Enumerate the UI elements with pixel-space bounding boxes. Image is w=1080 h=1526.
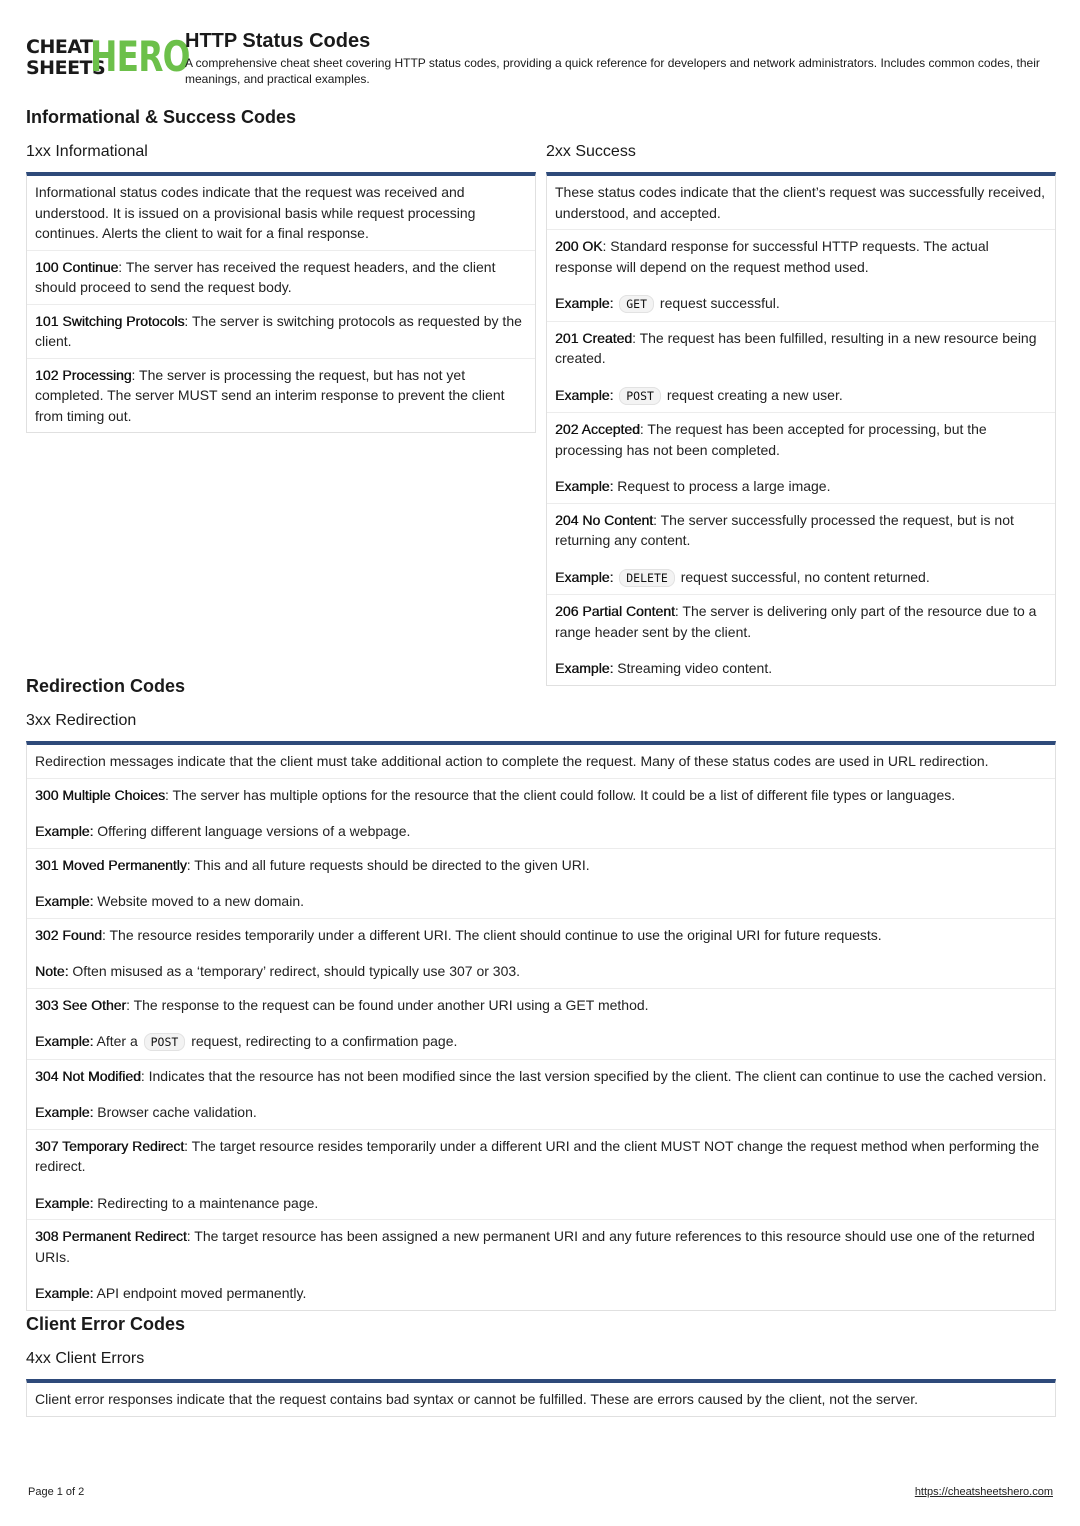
- status-code: 101 Switching Protocols: [35, 312, 185, 329]
- intro-text: Client error responses indicate that the request contains bad syntax or cannot be fulfilled. These are errors caused by the client, not the server.: [35, 1391, 919, 1407]
- logo-hero-text: HERO: [90, 32, 190, 81]
- card-1xx-informational: [26, 172, 536, 433]
- status-desc: : The target resource has been assigned a new permanent URI and any future references to this resource should use one of the returned URIs.: [35, 1228, 1035, 1265]
- status-code: 201 Created: [555, 329, 633, 346]
- status-row-301: [27, 849, 1055, 919]
- status-row-101: [27, 305, 535, 359]
- status-code: 307 Temporary Redirect: [35, 1137, 185, 1154]
- example-label: Example:: [35, 893, 94, 909]
- example-text: API endpoint moved permanently.: [96, 1285, 307, 1301]
- example-text: Offering different language versions of a webpage.: [97, 823, 411, 839]
- card-2xx-success: [546, 172, 1056, 686]
- example-label: Example:: [555, 660, 614, 676]
- intro-text: Redirection messages indicate that the client must take additional action to complete the request. Many of these status codes are used in URL redirection.: [35, 753, 989, 769]
- status-code: 300 Multiple Choices: [35, 786, 165, 803]
- status-desc: : The server has received the request headers, and the client should proceed to send the request body.: [35, 258, 496, 295]
- example-label: Example:: [35, 823, 94, 839]
- status-row-303: [27, 989, 1055, 1060]
- status-desc: : Indicates that the resource has not been modified since the last version specified by the client. The client can continue to use the cached version.: [140, 1067, 1047, 1084]
- status-code: 304 Not Modified: [35, 1067, 141, 1084]
- intro-text: These status codes indicate that the client’s request was successfully received, understood, and accepted.: [555, 184, 1045, 221]
- example-label: Example:: [555, 386, 614, 403]
- example-prefix: After a: [96, 1033, 138, 1049]
- status-code: 302 Found: [35, 926, 102, 943]
- status-row-307: [27, 1130, 1055, 1221]
- status-row-202: [547, 413, 1055, 504]
- subsection-title-3xx: 3xx Redirection: [26, 712, 137, 729]
- status-code: 204 No Content: [555, 511, 654, 528]
- status-code: 301 Moved Permanently: [35, 856, 187, 873]
- note-line: [35, 961, 1047, 982]
- example-text: Request to process a large image.: [617, 478, 831, 494]
- example-text: Website moved to a new domain.: [97, 893, 304, 909]
- status-row-308: [27, 1220, 1055, 1310]
- status-code: 200 OK: [555, 238, 603, 254]
- example-label: Example:: [555, 478, 614, 494]
- status-desc: : Standard response for successful HTTP requests. The actual response will depend on the request method used.: [555, 238, 989, 275]
- status-row-200: [547, 230, 1055, 322]
- status-desc: : The server is switching protocols as requested by the client.: [35, 312, 522, 349]
- example-text: request successful, no content returned.: [680, 568, 930, 585]
- status-desc: : This and all future requests should be directed to the given URI.: [186, 856, 590, 873]
- status-row-201: [547, 322, 1055, 414]
- example-line: [555, 658, 1047, 679]
- example-line: [35, 821, 1047, 842]
- status-desc: : The resource resides temporarily under a different URI. The client should continue to use the original URI for future requests.: [101, 926, 882, 943]
- intro-row: [547, 176, 1055, 230]
- intro-text: Informational status codes indicate that the request was received and understood. It is issued on a provisional basis while request processing continues. Alerts the client to wait for a final response.: [35, 184, 476, 241]
- footer-site-link[interactable]: https://cheatsheetshero.com: [914, 1486, 1053, 1498]
- subsection-title-2xx: 2xx Success: [546, 143, 636, 160]
- code-snippet: POST: [144, 1033, 186, 1051]
- status-code: 206 Partial Content: [555, 603, 675, 619]
- section-title-client-error: Client Error Codes: [26, 1314, 186, 1334]
- status-code: 100 Continue: [35, 258, 119, 275]
- example-text: Streaming video content.: [617, 660, 773, 676]
- code-snippet: POST: [619, 387, 661, 405]
- card-3xx-redirection: [26, 741, 1056, 1311]
- page-number: Page 1 of 2: [28, 1486, 85, 1498]
- note-label: Note:: [35, 963, 69, 979]
- example-label: Example:: [555, 295, 614, 311]
- code-snippet: GET: [619, 295, 654, 313]
- status-row-300: [27, 779, 1055, 849]
- example-text: request creating a new user.: [666, 386, 843, 403]
- status-desc: : The server successfully processed the request, but is not returning any content.: [555, 511, 1014, 548]
- example-line: [555, 476, 1047, 497]
- subsection-title-4xx: 4xx Client Errors: [26, 1350, 145, 1367]
- example-line: [35, 891, 1047, 912]
- status-code: 303 See Other: [35, 996, 127, 1013]
- example-label: Example:: [35, 1104, 94, 1120]
- status-row-204: [547, 504, 1055, 596]
- status-row-100: [27, 251, 535, 305]
- status-code: 202 Accepted: [555, 421, 640, 437]
- example-label: Example:: [35, 1194, 94, 1211]
- section-title-informational-success: Informational & Success Codes: [26, 107, 297, 127]
- example-text: request successful.: [659, 295, 780, 311]
- subsection-title-1xx: 1xx Informational: [26, 143, 148, 160]
- cheatsheetshero-logo[interactable]: [26, 32, 190, 81]
- example-line: [555, 293, 1047, 315]
- logo-sheets-text: SHEETS: [26, 57, 106, 79]
- status-desc: : The request has been fulfilled, resulting in a new resource being created.: [555, 329, 1037, 366]
- code-snippet: DELETE: [619, 569, 675, 587]
- example-label: Example:: [35, 1033, 94, 1049]
- page-subtitle: A comprehensive cheat sheet covering HTTP status codes, providing a quick reference for developers and network administrators. Includes common codes, their meanings, and practical examples.: [185, 56, 1040, 86]
- status-desc: : The server has multiple options for the resource that the client could follow. It could be a list of different file types or languages.: [164, 786, 956, 803]
- status-code: 308 Permanent Redirect: [35, 1228, 187, 1244]
- status-desc: : The request has been accepted for processing, but the processing has not been completed.: [555, 421, 987, 458]
- example-line: [35, 1031, 1047, 1053]
- example-text: Redirecting to a maintenance page.: [97, 1194, 319, 1211]
- example-line: [555, 385, 1047, 407]
- intro-row: [27, 176, 535, 251]
- page-title: HTTP Status Codes: [185, 30, 371, 52]
- status-row-304: [27, 1060, 1055, 1130]
- note-text: Often misused as a ‘temporary’ redirect, should typically use 307 or 303.: [72, 963, 521, 979]
- page-header: [26, 30, 1056, 90]
- example-label: Example:: [555, 568, 614, 585]
- example-text: request, redirecting to a confirmation page.: [191, 1033, 458, 1049]
- status-desc: : The server is processing the request, but has not yet completed. The server MUST send an interim response to prevent the client from timing out.: [35, 366, 505, 424]
- example-line: [35, 1193, 1047, 1214]
- intro-row: [27, 745, 1055, 779]
- example-line: [555, 567, 1047, 589]
- section-title-redirection: Redirection Codes: [26, 676, 186, 696]
- status-desc: : The response to the request can be found under another URI using a GET method.: [126, 996, 649, 1013]
- status-desc: : The target resource resides temporarily under a different URI and the client MUST NOT change the request method when performing the redirect.: [35, 1137, 1040, 1174]
- intro-row: [27, 1383, 1055, 1416]
- example-line: [35, 1283, 1047, 1304]
- example-label: Example:: [35, 1285, 94, 1301]
- example-line: [35, 1102, 1047, 1123]
- status-code: 102 Processing: [35, 366, 132, 383]
- example-text: Browser cache validation.: [97, 1104, 257, 1120]
- status-row-102: [27, 359, 535, 433]
- status-row-206: [547, 595, 1055, 685]
- status-desc: : The server is delivering only part of the resource due to a range header sent by the client.: [555, 603, 1037, 640]
- card-4xx-client-errors: [26, 1379, 1056, 1417]
- logo-cheat-text: CHEAT: [26, 36, 93, 58]
- status-row-302: [27, 919, 1055, 989]
